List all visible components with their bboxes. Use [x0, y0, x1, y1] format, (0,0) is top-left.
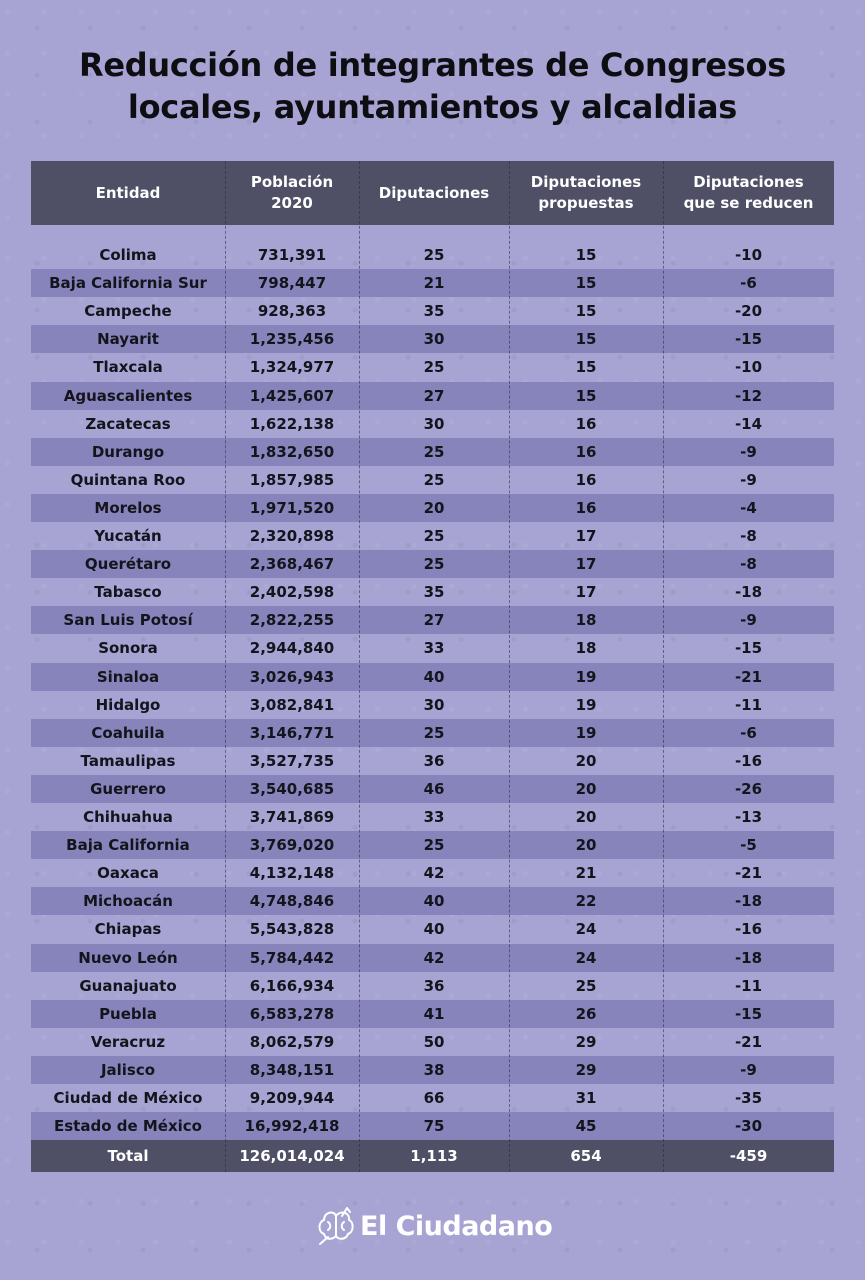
table-row — [31, 1112, 834, 1140]
table-row — [31, 325, 834, 353]
cell-reduction: -11 — [734, 976, 763, 995]
cell-population: 5,543,828 — [249, 920, 335, 939]
table-header — [31, 161, 834, 225]
total-cell-seats: 1,113 — [410, 1147, 458, 1166]
cell-population: 1,971,520 — [249, 498, 335, 517]
cell-population: 4,132,148 — [249, 864, 335, 883]
column-header-label: Diputaciones propuestas — [530, 173, 642, 212]
cell-proposed-seats: 15 — [575, 330, 597, 349]
cell-population: 3,082,841 — [249, 695, 335, 714]
cell-population: 1,425,607 — [249, 386, 335, 405]
cell-entity: Ciudad de México — [53, 1089, 203, 1107]
cell-reduction: -12 — [734, 386, 763, 405]
cell-seats: 30 — [423, 695, 445, 714]
cell-reduction: -6 — [740, 723, 757, 742]
table-row — [31, 494, 834, 522]
cell-proposed-seats: 24 — [575, 948, 597, 967]
cell-reduction: -9 — [740, 1060, 757, 1079]
cell-reduction: -4 — [740, 498, 757, 517]
cell-entity: Sinaloa — [96, 667, 160, 686]
cell-reduction: -9 — [740, 470, 757, 489]
table-row — [31, 466, 834, 494]
cell-population: 2,944,840 — [249, 639, 335, 658]
cell-reduction: -15 — [734, 639, 763, 658]
table-row — [31, 944, 834, 972]
cell-proposed-seats: 17 — [575, 555, 597, 574]
cell-seats: 35 — [423, 302, 445, 321]
cell-proposed-seats: 18 — [575, 611, 597, 630]
cell-seats: 46 — [423, 779, 445, 798]
cell-reduction: -21 — [734, 667, 763, 686]
cell-reduction: -30 — [734, 1117, 763, 1136]
cell-reduction: -20 — [734, 302, 763, 321]
cell-seats: 33 — [423, 808, 445, 826]
cell-proposed-seats: 29 — [575, 1032, 597, 1051]
table-row — [31, 691, 834, 719]
cell-population: 8,348,151 — [249, 1060, 335, 1079]
table-row — [31, 1000, 834, 1028]
cell-seats: 25 — [423, 358, 445, 377]
table-row — [31, 775, 834, 803]
cell-proposed-seats: 15 — [575, 302, 597, 321]
cell-proposed-seats: 17 — [575, 527, 597, 545]
cell-seats: 75 — [423, 1117, 445, 1136]
cell-seats: 25 — [423, 470, 445, 489]
table-row — [31, 663, 834, 691]
cell-entity: Coahuila — [91, 723, 165, 742]
cell-proposed-seats: 15 — [575, 274, 597, 293]
cell-entity: Yucatán — [94, 527, 162, 545]
cell-population: 1,622,138 — [249, 414, 335, 433]
cell-proposed-seats: 45 — [575, 1117, 597, 1136]
cell-reduction: -18 — [734, 948, 763, 967]
cell-population: 8,062,579 — [249, 1032, 335, 1051]
cell-population: 3,026,943 — [249, 667, 335, 686]
cell-seats: 42 — [423, 948, 445, 967]
cell-population: 16,992,418 — [244, 1117, 340, 1136]
cell-reduction: -10 — [734, 246, 763, 264]
cell-proposed-seats: 19 — [575, 695, 597, 714]
cell-reduction: -6 — [740, 274, 757, 293]
cell-entity: Querétaro — [84, 555, 172, 574]
cell-reduction: -15 — [734, 1004, 763, 1023]
cell-population: 6,166,934 — [249, 976, 335, 995]
cell-population: 4,748,846 — [249, 892, 335, 911]
cell-entity: Baja California Sur — [49, 274, 207, 293]
column-header-label: Población 2020 — [250, 173, 334, 212]
cell-entity: Oaxaca — [97, 864, 159, 883]
cell-proposed-seats: 16 — [575, 470, 597, 489]
cell-population: 2,320,898 — [249, 527, 335, 545]
cell-reduction: -16 — [734, 920, 763, 939]
cell-entity: Tamaulipas — [80, 751, 176, 770]
cell-proposed-seats: 20 — [575, 808, 597, 826]
cell-entity: Jalisco — [100, 1060, 156, 1079]
table-row — [31, 522, 834, 550]
cell-entity: Veracruz — [90, 1032, 166, 1051]
cell-reduction: -11 — [734, 695, 763, 714]
cell-proposed-seats: 22 — [575, 892, 597, 911]
cell-entity: Puebla — [99, 1004, 157, 1023]
table-row — [31, 1056, 834, 1084]
cell-seats: 25 — [423, 246, 445, 264]
cell-reduction: -9 — [740, 442, 757, 461]
brain-icon — [316, 1204, 356, 1248]
cell-entity: Tabasco — [94, 583, 162, 602]
total-cell-proposed-seats: 654 — [570, 1147, 602, 1166]
table-row — [31, 831, 834, 859]
cell-proposed-seats: 16 — [575, 442, 597, 461]
cell-seats: 40 — [423, 920, 445, 939]
column-header-label: Diputaciones — [378, 183, 490, 202]
cell-seats: 25 — [423, 442, 445, 461]
cell-reduction: -21 — [734, 1032, 763, 1051]
cell-population: 1,324,977 — [249, 358, 335, 377]
cell-seats: 27 — [423, 386, 445, 405]
page-title — [0, 44, 865, 128]
cell-seats: 30 — [423, 414, 445, 433]
cell-reduction: -35 — [734, 1089, 763, 1107]
total-cell-population: 126,014,024 — [239, 1147, 345, 1166]
cell-proposed-seats: 16 — [575, 414, 597, 433]
cell-entity: Sonora — [98, 639, 158, 658]
cell-entity: Chihuahua — [83, 808, 173, 826]
cell-entity: Quintana Roo — [70, 470, 186, 489]
cell-entity: Aguascalientes — [63, 386, 193, 405]
cell-population: 3,741,869 — [249, 808, 335, 826]
cell-seats: 25 — [423, 555, 445, 574]
cell-proposed-seats: 20 — [575, 836, 597, 855]
table-row — [31, 438, 834, 466]
cell-entity: Estado de México — [54, 1117, 202, 1136]
table-row — [31, 297, 834, 325]
cell-entity: Chiapas — [94, 920, 162, 939]
total-cell-reduction: -459 — [729, 1147, 768, 1166]
cell-seats: 40 — [423, 892, 445, 911]
cell-entity: Campeche — [84, 302, 172, 321]
cell-entity: Guerrero — [90, 779, 166, 798]
cell-reduction: -5 — [740, 836, 757, 855]
column-header-entity — [31, 161, 225, 225]
cell-proposed-seats: 26 — [575, 1004, 597, 1023]
cell-entity: Guanajuato — [79, 976, 177, 995]
cell-population: 928,363 — [257, 302, 327, 321]
column-header-reduction — [663, 161, 834, 225]
cell-entity: Hidalgo — [95, 695, 161, 714]
cell-proposed-seats: 15 — [575, 386, 597, 405]
cell-seats: 25 — [423, 527, 445, 545]
column-divider — [663, 161, 664, 1172]
cell-reduction: -10 — [734, 358, 763, 377]
cell-seats: 42 — [423, 864, 445, 883]
cell-seats: 30 — [423, 330, 445, 349]
column-header-label: Diputaciones que se reducen — [683, 173, 814, 212]
cell-population: 2,822,255 — [249, 611, 335, 630]
table-row — [31, 578, 834, 606]
cell-seats: 66 — [423, 1089, 445, 1107]
table-row — [31, 269, 834, 297]
cell-entity: Morelos — [94, 498, 162, 517]
table-row — [31, 606, 834, 634]
table-row — [31, 719, 834, 747]
cell-proposed-seats: 17 — [575, 583, 597, 602]
table-row — [31, 550, 834, 578]
cell-population: 2,402,598 — [249, 583, 335, 602]
cell-seats: 25 — [423, 836, 445, 855]
cell-proposed-seats: 31 — [575, 1089, 597, 1107]
table-row — [31, 972, 834, 1000]
column-header-seats — [359, 161, 509, 225]
table-row — [31, 353, 834, 381]
cell-proposed-seats: 21 — [575, 864, 597, 883]
cell-reduction: -18 — [734, 892, 763, 911]
cell-population: 1,235,456 — [249, 330, 335, 349]
cell-seats: 36 — [423, 976, 445, 995]
title-line-1: Reducción de integrantes de Congresos — [79, 46, 786, 84]
cell-entity: Colima — [99, 246, 157, 264]
cell-reduction: -14 — [734, 414, 763, 433]
brand-logo — [316, 1204, 552, 1248]
table-row — [31, 241, 834, 269]
cell-population: 1,857,985 — [249, 470, 335, 489]
cell-population: 3,540,685 — [249, 779, 335, 798]
cell-proposed-seats: 20 — [575, 751, 597, 770]
cell-reduction: -16 — [734, 751, 763, 770]
title-line-2: locales, ayuntamientos y alcaldias — [127, 88, 738, 126]
cell-proposed-seats: 25 — [575, 976, 597, 995]
cell-population: 1,832,650 — [249, 442, 335, 461]
cell-seats: 21 — [423, 274, 445, 293]
cell-population: 3,527,735 — [249, 751, 335, 770]
cell-population: 731,391 — [257, 246, 327, 264]
cell-proposed-seats: 24 — [575, 920, 597, 939]
cell-entity: Nuevo León — [78, 948, 178, 967]
cell-proposed-seats: 18 — [575, 639, 597, 658]
cell-population: 6,583,278 — [249, 1004, 335, 1023]
cell-reduction: -15 — [734, 330, 763, 349]
cell-seats: 20 — [423, 498, 445, 517]
cell-seats: 36 — [423, 751, 445, 770]
cell-proposed-seats: 19 — [575, 667, 597, 686]
cell-reduction: -21 — [734, 864, 763, 883]
cell-population: 9,209,944 — [249, 1089, 335, 1107]
cell-reduction: -9 — [740, 611, 757, 630]
cell-entity: Michoacán — [83, 892, 173, 911]
cell-population: 5,784,442 — [249, 948, 335, 967]
cell-reduction: -13 — [734, 808, 763, 826]
cell-proposed-seats: 20 — [575, 779, 597, 798]
cell-seats: 35 — [423, 583, 445, 602]
cell-proposed-seats: 19 — [575, 723, 597, 742]
total-cell-entity: Total — [107, 1147, 149, 1166]
cell-seats: 40 — [423, 667, 445, 686]
brand-name: El Ciudadano — [360, 1210, 553, 1242]
cell-population: 3,769,020 — [249, 836, 335, 855]
table-row — [31, 382, 834, 410]
cell-seats: 41 — [423, 1004, 445, 1023]
column-header-population — [225, 161, 359, 225]
table-row — [31, 887, 834, 915]
table-row — [31, 410, 834, 438]
cell-entity: Nayarit — [97, 330, 159, 349]
cell-proposed-seats: 16 — [575, 498, 597, 517]
table-row — [31, 1084, 834, 1112]
cell-entity: San Luis Potosí — [63, 611, 193, 630]
cell-entity: Baja California — [66, 836, 190, 855]
cell-population: 3,146,771 — [249, 723, 335, 742]
cell-population: 798,447 — [257, 274, 327, 293]
cell-seats: 50 — [423, 1032, 445, 1051]
cell-population: 2,368,467 — [249, 555, 335, 574]
cell-proposed-seats: 15 — [575, 246, 597, 264]
table-row — [31, 1028, 834, 1056]
column-header-proposed-seats — [509, 161, 663, 225]
cell-entity: Tlaxcala — [93, 358, 163, 377]
column-divider — [509, 161, 510, 1172]
cell-reduction: -8 — [740, 527, 757, 545]
cell-reduction: -8 — [740, 555, 757, 574]
table-row — [31, 634, 834, 662]
cell-entity: Zacatecas — [85, 414, 171, 433]
cell-proposed-seats: 29 — [575, 1060, 597, 1079]
cell-reduction: -26 — [734, 779, 763, 798]
cell-seats: 27 — [423, 611, 445, 630]
total-row — [31, 1140, 834, 1172]
column-divider — [359, 161, 360, 1172]
table-row — [31, 859, 834, 887]
column-divider — [225, 161, 226, 1172]
cell-reduction: -18 — [734, 583, 763, 602]
cell-seats: 25 — [423, 723, 445, 742]
column-header-label: Entidad — [95, 183, 161, 202]
cell-seats: 38 — [423, 1060, 445, 1079]
table-row — [31, 915, 834, 943]
cell-proposed-seats: 15 — [575, 358, 597, 377]
table-row — [31, 803, 834, 831]
table-row — [31, 747, 834, 775]
cell-entity: Durango — [91, 442, 165, 461]
cell-seats: 33 — [423, 639, 445, 658]
